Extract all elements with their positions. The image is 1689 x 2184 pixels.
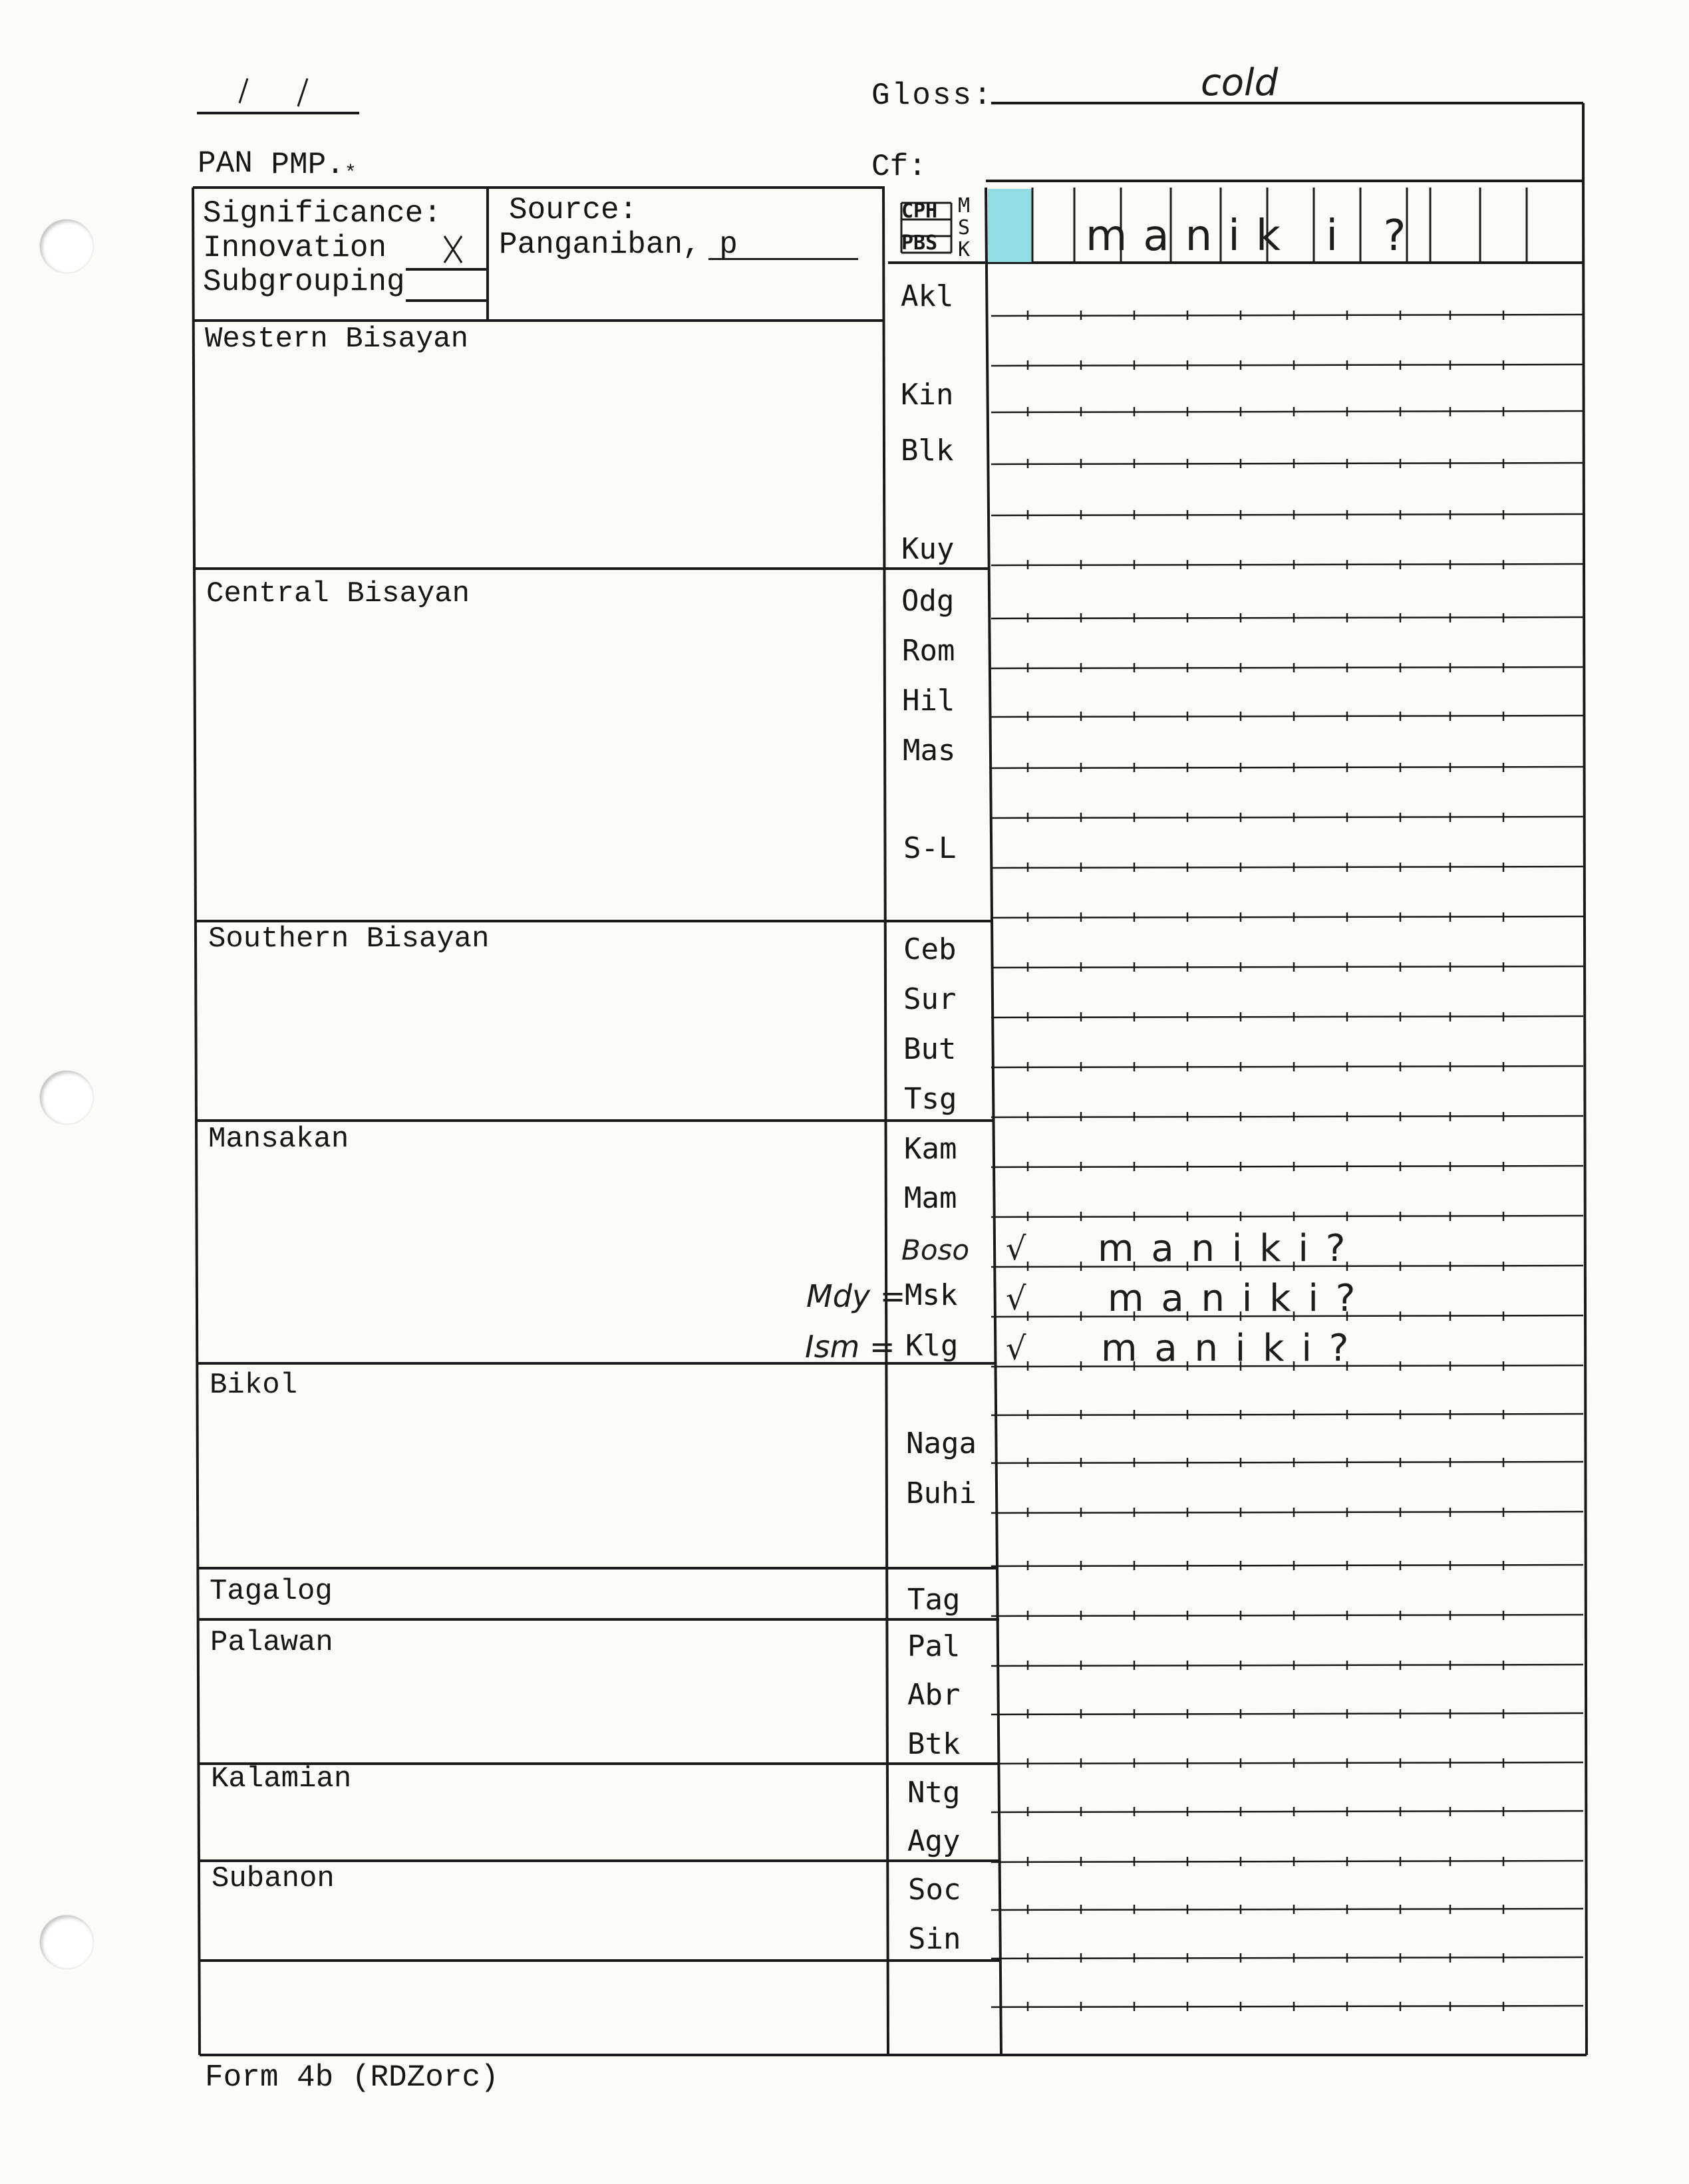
ruled-line: [991, 617, 1583, 618]
lang-code: Btk: [907, 1727, 961, 1761]
ruled-line: [991, 1414, 1583, 1415]
group-label: Tagalog: [210, 1575, 333, 1608]
ruled-line: [991, 1909, 1583, 1910]
lang-code: Hil: [902, 684, 955, 718]
key-k: K: [958, 238, 971, 261]
group-label: Subanon: [212, 1862, 335, 1895]
ruled-line: [991, 1811, 1583, 1812]
lang-code: Mas: [903, 734, 956, 767]
fraction-mark: [220, 63, 261, 112]
ruled-line: [991, 1016, 1583, 1018]
ruled-line: [991, 411, 1583, 412]
source-label: Source:: [509, 193, 638, 227]
lang-code: Sur: [903, 982, 957, 1016]
form-label: Form 4b (RDZorc): [205, 2060, 499, 2095]
lang-code: Klg: [905, 1329, 959, 1363]
ruled-line: [991, 1957, 1583, 1959]
group-label: Southern Bisayan: [208, 922, 490, 956]
ruled-line: [991, 1615, 1583, 1616]
ruled-line: [991, 966, 1583, 968]
ruled-line: [991, 1713, 1583, 1714]
ruled-line: [991, 1565, 1583, 1566]
ruled-line: [991, 767, 1583, 768]
entry-msk-check: √: [1006, 1280, 1026, 1317]
ruled-line: [991, 564, 1583, 565]
key-cph: CPH: [901, 200, 938, 223]
lang-code: Kam: [904, 1132, 957, 1166]
gloss-label: Gloss:: [871, 78, 994, 113]
key-m: M: [958, 194, 971, 217]
margin-note-ism: Ism =: [805, 1329, 895, 1365]
ruled-line: [991, 514, 1583, 515]
lang-code: Kin: [901, 378, 954, 412]
ruled-line: [991, 1762, 1583, 1764]
margin-note-mdy: Mdy =: [806, 1278, 906, 1314]
ruled-line: [991, 1216, 1583, 1217]
lang-code: Abr: [907, 1678, 961, 1712]
lang-code: Boso: [901, 1234, 970, 1266]
highlighted-cell: [988, 189, 1032, 262]
significance-title: Significance:: [203, 196, 442, 231]
lang-code: Agy: [907, 1824, 961, 1858]
group-label: Mansakan: [208, 1123, 349, 1156]
lang-code: Tsg: [904, 1082, 957, 1116]
lang-code: Rom: [902, 634, 955, 668]
ruled-line: [991, 1066, 1583, 1067]
lang-code: Mam: [904, 1181, 957, 1215]
level-pmp: PMP.*: [271, 148, 357, 185]
gloss-value: cold: [1201, 61, 1279, 104]
group-label: Central Bisayan: [206, 577, 470, 611]
level-pan: PAN: [198, 146, 253, 181]
ruled-line: [991, 1166, 1583, 1167]
source-underline: [708, 258, 858, 260]
group-label: Bikol: [210, 1369, 298, 1402]
ruled-line: [991, 1665, 1583, 1666]
lang-code: Blk: [901, 434, 954, 468]
lang-code: Buhi: [906, 1476, 977, 1510]
ruled-line: [991, 1462, 1583, 1463]
lang-code: Ceb: [903, 932, 957, 966]
ruled-line: [991, 315, 1583, 316]
ruled-line: [991, 716, 1583, 717]
entry-klg-form: m a n i k i ?: [1101, 1327, 1352, 1370]
source-value: Panganiban, p: [499, 227, 738, 262]
lang-code: S-L: [903, 831, 957, 865]
lang-code: Akl: [901, 279, 954, 313]
ruled-line: [991, 1116, 1583, 1117]
group-label: Kalamian: [211, 1762, 352, 1796]
entry-msk-form: m a n i k i ?: [1108, 1277, 1358, 1320]
lang-code: Kuy: [901, 532, 955, 566]
group-label: Palawan: [210, 1626, 333, 1659]
ruled-line: [991, 2006, 1583, 2007]
ruled-line: [991, 1512, 1583, 1513]
lang-code: Pal: [907, 1629, 961, 1663]
ruled-line: [991, 867, 1583, 868]
subgrouping-label: Subgrouping: [203, 265, 405, 299]
lang-code: Soc: [908, 1873, 961, 1907]
entry-boso-form: m a n i k i ?: [1098, 1227, 1348, 1270]
reconstruction: manik i ?: [1086, 211, 1422, 261]
cf-label: Cf:: [871, 150, 927, 184]
lang-code: But: [903, 1032, 957, 1066]
ruled-line: [991, 817, 1583, 818]
ruled-line: [991, 667, 1583, 668]
ruled-line: [991, 916, 1583, 918]
entry-boso-check: √: [1006, 1230, 1026, 1268]
key-pbs: PBS: [901, 231, 938, 255]
lang-code: Naga: [906, 1427, 977, 1460]
innovation-label: Innovation: [203, 231, 387, 265]
lang-code: Ntg: [907, 1776, 961, 1810]
lang-code: Odg: [901, 584, 955, 618]
key-s: S: [958, 216, 971, 239]
lang-code: Tag: [907, 1583, 961, 1617]
ruled-line: [991, 463, 1583, 464]
ruled-line: [991, 364, 1583, 366]
lang-code: Msk: [905, 1278, 958, 1312]
group-label: Western Bisayan: [205, 323, 469, 356]
ruled-line: [991, 1861, 1583, 1862]
lang-code: Sin: [908, 1922, 961, 1956]
entry-klg-check: √: [1006, 1330, 1026, 1367]
